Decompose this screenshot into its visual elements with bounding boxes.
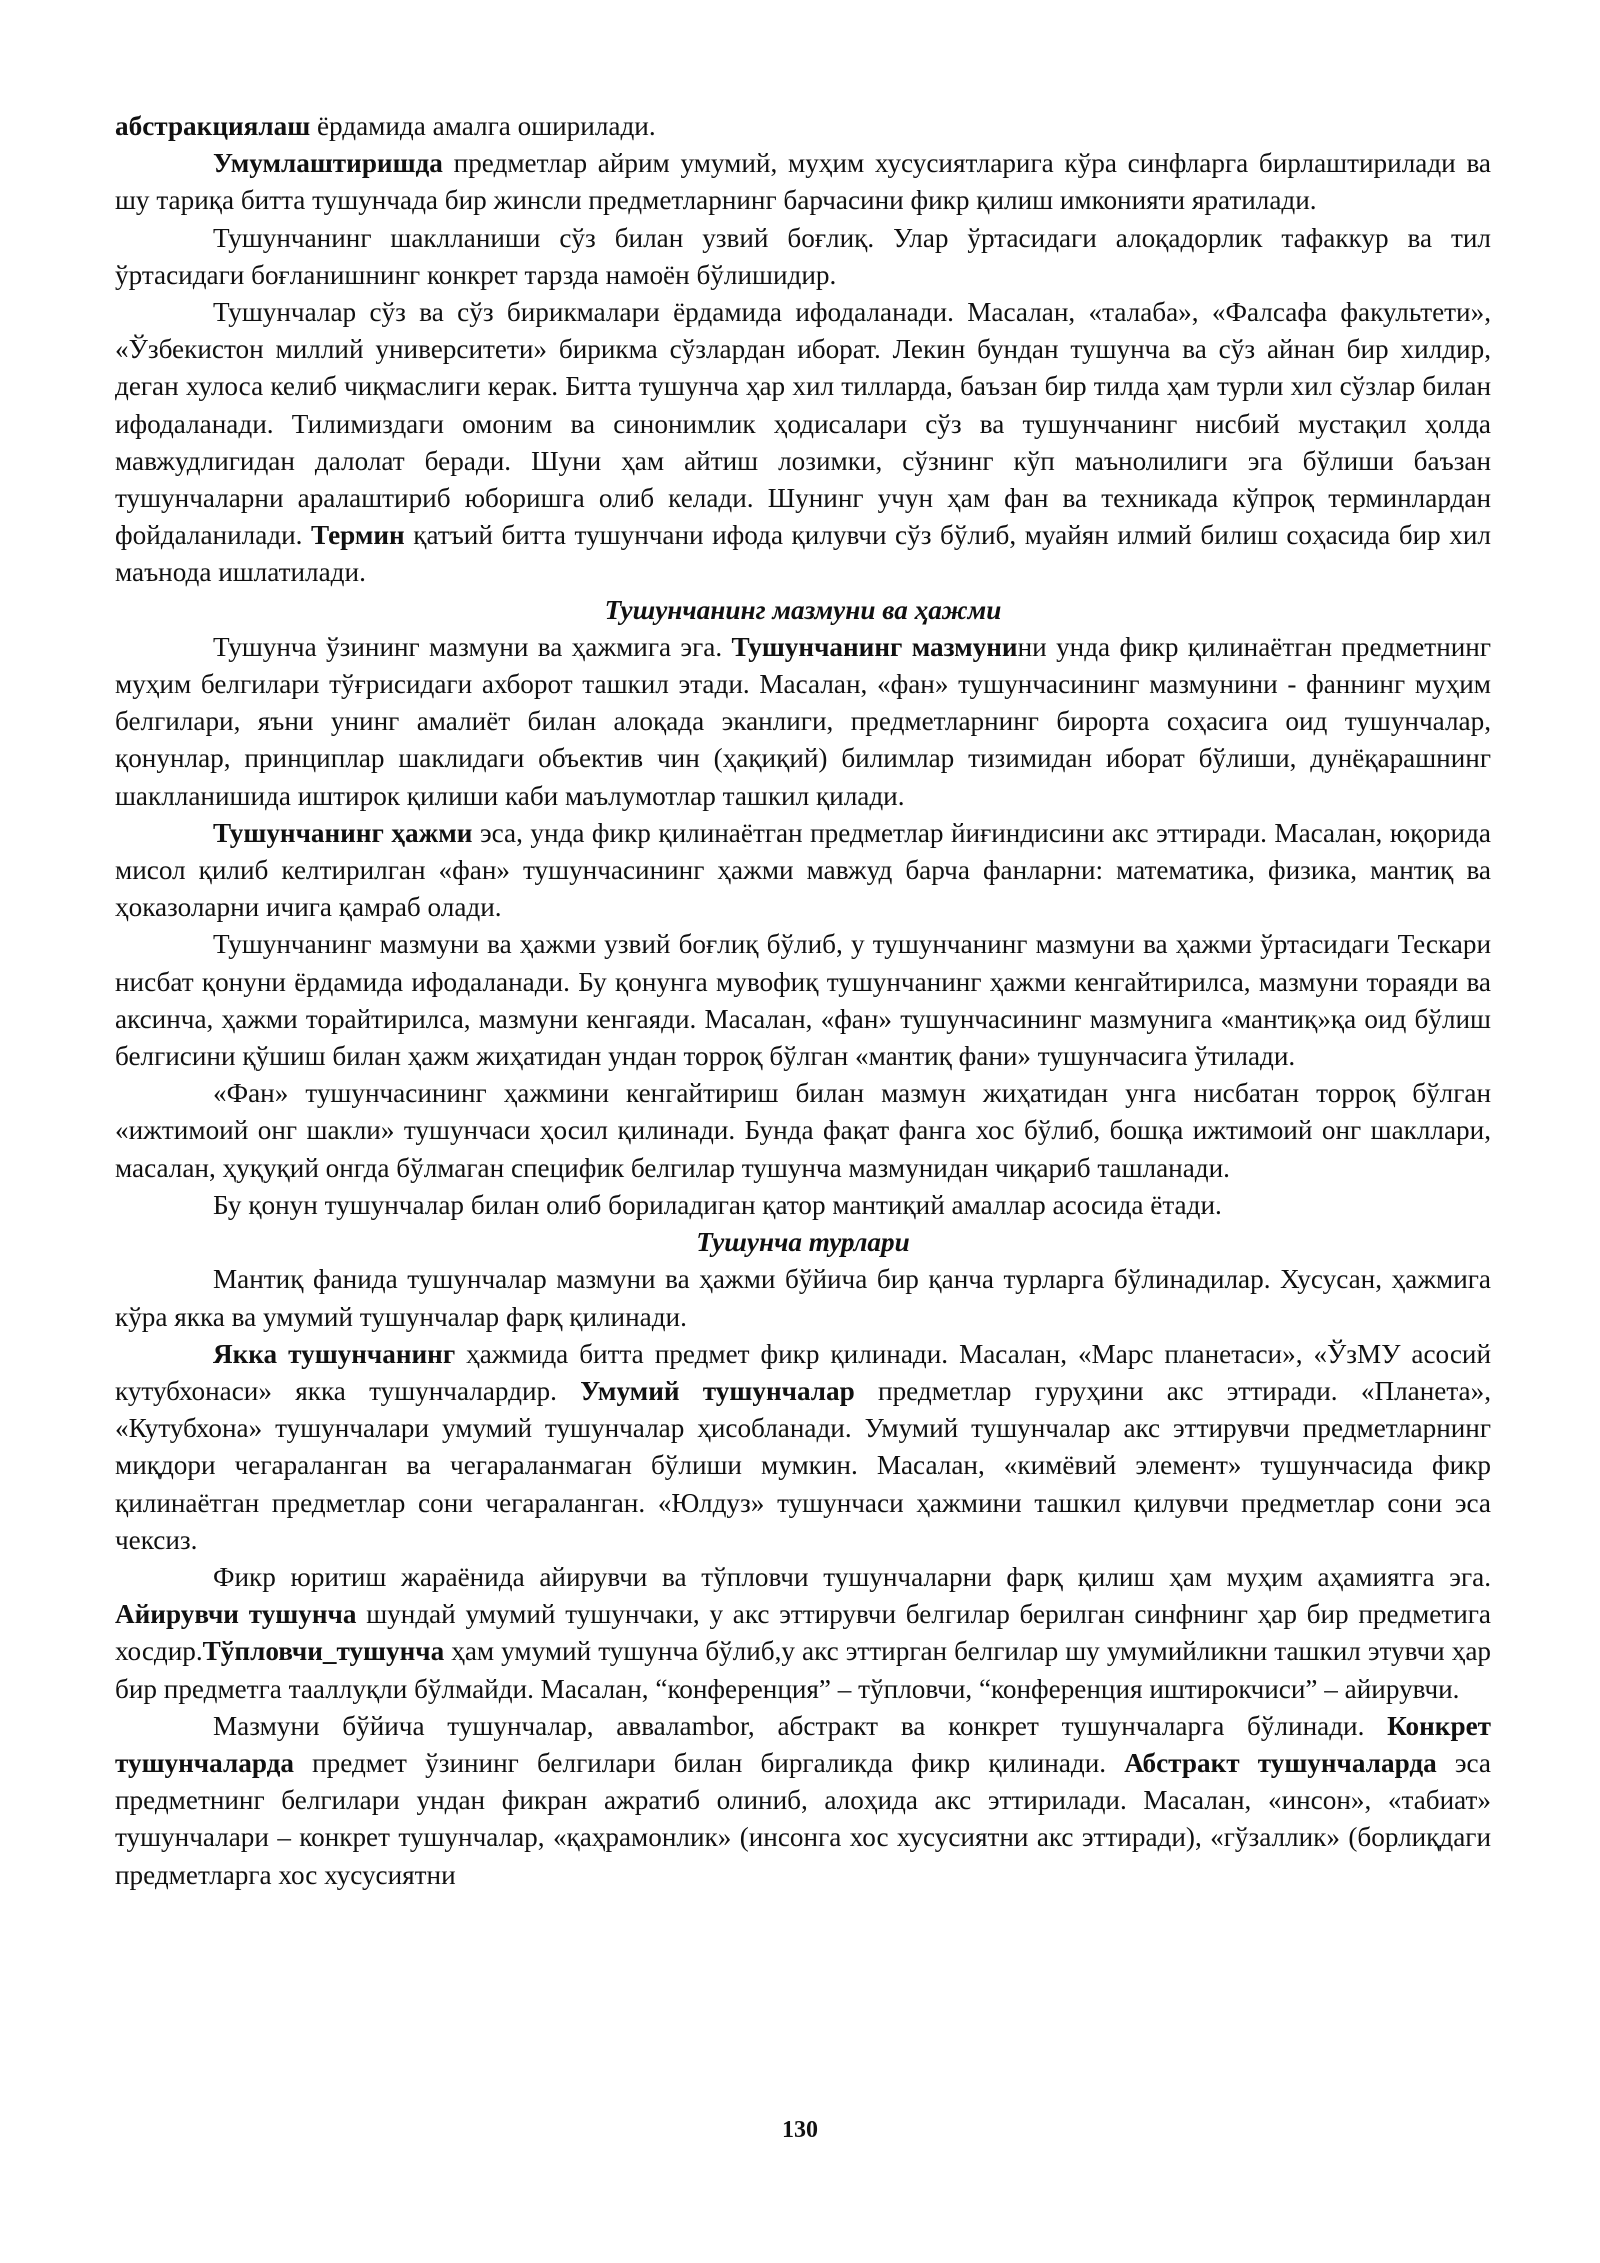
text-run: Фикр юритиш жараёнида айирувчи ва тўпловчи тушунчаларни фарқ қилиш ҳам муҳим аҳамиятга эга. — [213, 1561, 1491, 1592]
paragraph — [115, 815, 1491, 927]
bold-term: Термин — [311, 520, 405, 551]
text-run: ҳам умумий тушунча бўлиб,у акс эттирган белгилар шу умумийликни ташкил этувчи ҳар бир предметга тааллуқли бўлмайди. Масалан, “конференция” – тўпловчи, “конференция иштирокчиси” – айирувчи. — [115, 1636, 1491, 1704]
paragraph — [115, 108, 1491, 145]
bold-term: Конкрет тушунчаларда — [115, 1710, 1491, 1778]
page-body — [115, 108, 1491, 1894]
bold-term: Якка тушунчанинг — [213, 1338, 456, 1369]
bold-term: Абстракт тушунчаларда — [1124, 1747, 1437, 1778]
paragraph — [115, 1075, 1491, 1187]
text-run: Тушунчанинг шаклланиши сўз билан узвий боғлиқ. Улар ўртасидаги алоқадорлик тафаккур ва тил ўртасидаги боғланишнинг конкрет тарзда намоён бўлишидир. — [115, 222, 1491, 290]
text-run: ҳажмида битта предмет фикр қилинади. Масалан, «Марс планетаси», «ЎзМУ асосий кутубхонаси» якка тушунчалардир. — [115, 1338, 1491, 1406]
paragraph — [115, 1559, 1491, 1708]
text-run: Мантиқ фанида тушунчалар мазмуни ва ҳажми бўйича бир қанча турларга бўлинадилар. Хусусан, ҳажмига кўра якка ва умумий тушунчалар фарқ қилинади. — [115, 1264, 1491, 1332]
text-run: предметлар айрим умумий, муҳим хусусиятларига кўра синфларга бирлаштирилади ва шу тариқа битта тушунчада бир жинсли предметларнинг барчасини фикр қилиш имконияти яратилади. — [115, 148, 1491, 216]
section-heading: Тушунчанинг мазмуни ва ҳажми — [604, 594, 1002, 625]
paragraph — [115, 220, 1491, 294]
text-run: «Фан» тушунчасининг ҳажмини кенгайтириш билан мазмун жиҳатидан унга нисбатан торроқ бўлган «ижтимоий онг шакли» тушунчаси ҳосил қилинади. Бунда фақат фанга хос бўлиб, бошқа ижтимоий онг шакллари, масалан, ҳуқуқий онгда бўлмаган специфик белгилар тушунча мазмунидан чиқариб ташланади. — [115, 1078, 1491, 1183]
bold-term: Тушунчанинг ҳажми — [213, 817, 473, 848]
text-run: предмет ўзининг белгилари билан биргаликда фикр қилинади. — [293, 1747, 1125, 1778]
text-run: Тушунча ўзининг мазмуни ва ҳажмига эга. — [213, 631, 732, 662]
text-run: ни унда фикр қилинаётган предметнинг муҳим белгилари тўғрисидаги ахборот ташкил этади. Масалан, «фан» тушунчасининг мазмунини - фаннинг муҳим белгилари, яъни унинг амалиёт билан алоқада эканлиги, предметларнинг бирорта соҳасига оид тушунчалар, қонунлар, принциплар шаклидаги объектив чин (ҳақиқий) билимлар тизимидан иборат бўлиши, дунёқарашнинг шаклланишида иштирок қилиши каби маълумотлар ташкил қилади. — [115, 631, 1491, 811]
text-run: предметлар гуруҳини акс эттиради. «Планета», «Кутубхона» тушунчалари умумий тушунчалар ҳисобланади. Умумий тушунчалар акс эттирувчи предметларнинг миқдори чегараланган ва чегараланмаган бўлиши мумкин. Масалан, «кимёвий элемент» тушунчасида фикр қилинаётган предметлар сони чегараланган. «Юлдуз» тушунчаси ҳажмини ташкил қилувчи предметлар сони эса чексиз. — [115, 1375, 1491, 1555]
bold-term: Умумий тушунчалар — [580, 1375, 855, 1406]
paragraph — [115, 145, 1491, 219]
text-run: Тушунчанинг мазмуни ва ҳажми узвий боғлиқ бўлиб, у тушунчанинг мазмуни ва ҳажми ўртасидаги Тескари нисбат қонуни ёрдамида ифодаланади. Бу қонунга мувофиқ тушунчанинг ҳажми кенгайтирилса, мазмуни тораяди ва аксинча, ҳажми торайтирилса, мазмуни кенгаяди. Масалан, «фан» тушунчасининг мазмунига «мантиқ»қа оид бўлиш белгисини қўшиш билан ҳажм жиҳатидан ундан торроқ бўлган «мантиқ фани» тушунчасига ўтилади. — [115, 929, 1491, 1072]
bold-term: Тушунчанинг мазмуни — [731, 631, 1018, 662]
section-heading: Тушунча турлари — [696, 1227, 910, 1258]
paragraph — [115, 926, 1491, 1075]
bold-term: Айирувчи тушунча — [115, 1599, 357, 1630]
text-run: Бу қонун тушунчалар билан олиб бориладиган қатор мантиқий амаллар асосида ётади. — [213, 1189, 1222, 1220]
text-run: эса предметнинг белгилари ундан фикран ажратиб олиниб, алоҳида акс эттирилади. Масалан, «инсон», «табиат» тушунчалари – конкрет тушунчалар, «қаҳрамонлик» (инсонга хос хусусиятни акс эттиради), «гўзаллик» (борлиқдаги предметларга хос хусусиятни — [115, 1747, 1491, 1890]
paragraph — [115, 1261, 1491, 1335]
text-run: Мазмуни бўйича тушунчалар, аввалambor, абстракт ва конкрет тушунчаларга бўлинади. — [213, 1710, 1388, 1741]
bold-term: Умумлаштиришда — [213, 148, 443, 179]
text-run: қатъий битта тушунчани ифода қилувчи сўз бўлиб, муайян илмий билиш соҳасида бир хил маънода ишлатилади. — [115, 520, 1491, 588]
text-run: шундай умумий тушунчаки, у акс эттирувчи белгилар берилган синфнинг ҳар бир предметига хосдир. — [115, 1599, 1491, 1667]
bold-term: Тўпловчи_тушунча — [202, 1636, 445, 1667]
text-run: эса, унда фикр қилинаётган предметлар йиғиндисини акс эттиради. Масалан, юқорида мисол қилиб келтирилган «фан» тушунчасининг ҳажми мавжуд барча фанларни: математика, физика, мантиқ ва ҳоказоларни ичига қамраб олади. — [115, 817, 1491, 923]
paragraph — [115, 1336, 1491, 1559]
text-run: Тушунчалар сўз ва сўз бирикмалари ёрдамида ифодаланади. Масалан, «талаба», «Фалсафа факультети», «Ўзбекистон миллий университети» бирикма сўзлардан иборат. Лекин бундан тушунча ва сўз айнан бир хилдир, деган хулоса келиб чиқмаслиги керак. Битта тушунча ҳар хил тилларда, баъзан бир тилда ҳам турли хил сўзлар билан ифодаланади. Тилимиздаги омоним ва синонимлик ҳодисалари сўз ва тушунчанинг нисбий мустақил ҳолда мавжудлигидан далолат беради. Шуни ҳам айтиш лозимки, сўзнинг кўп маънолилиги эга бўлиши баъзан тушунчаларни аралаштириб юборишга олиб келади. Шунинг учун ҳам фан ва техникада кўпроқ терминлардан фойдаланилади. — [115, 297, 1491, 551]
paragraph — [115, 629, 1491, 815]
paragraph — [115, 294, 1491, 592]
paragraph — [115, 1708, 1491, 1894]
paragraph — [115, 1187, 1491, 1224]
text-run: ёрдамида амалга оширилади. — [310, 111, 656, 141]
page-number: 130 — [782, 2117, 818, 2143]
bold-term: абстракциялаш — [115, 111, 311, 141]
